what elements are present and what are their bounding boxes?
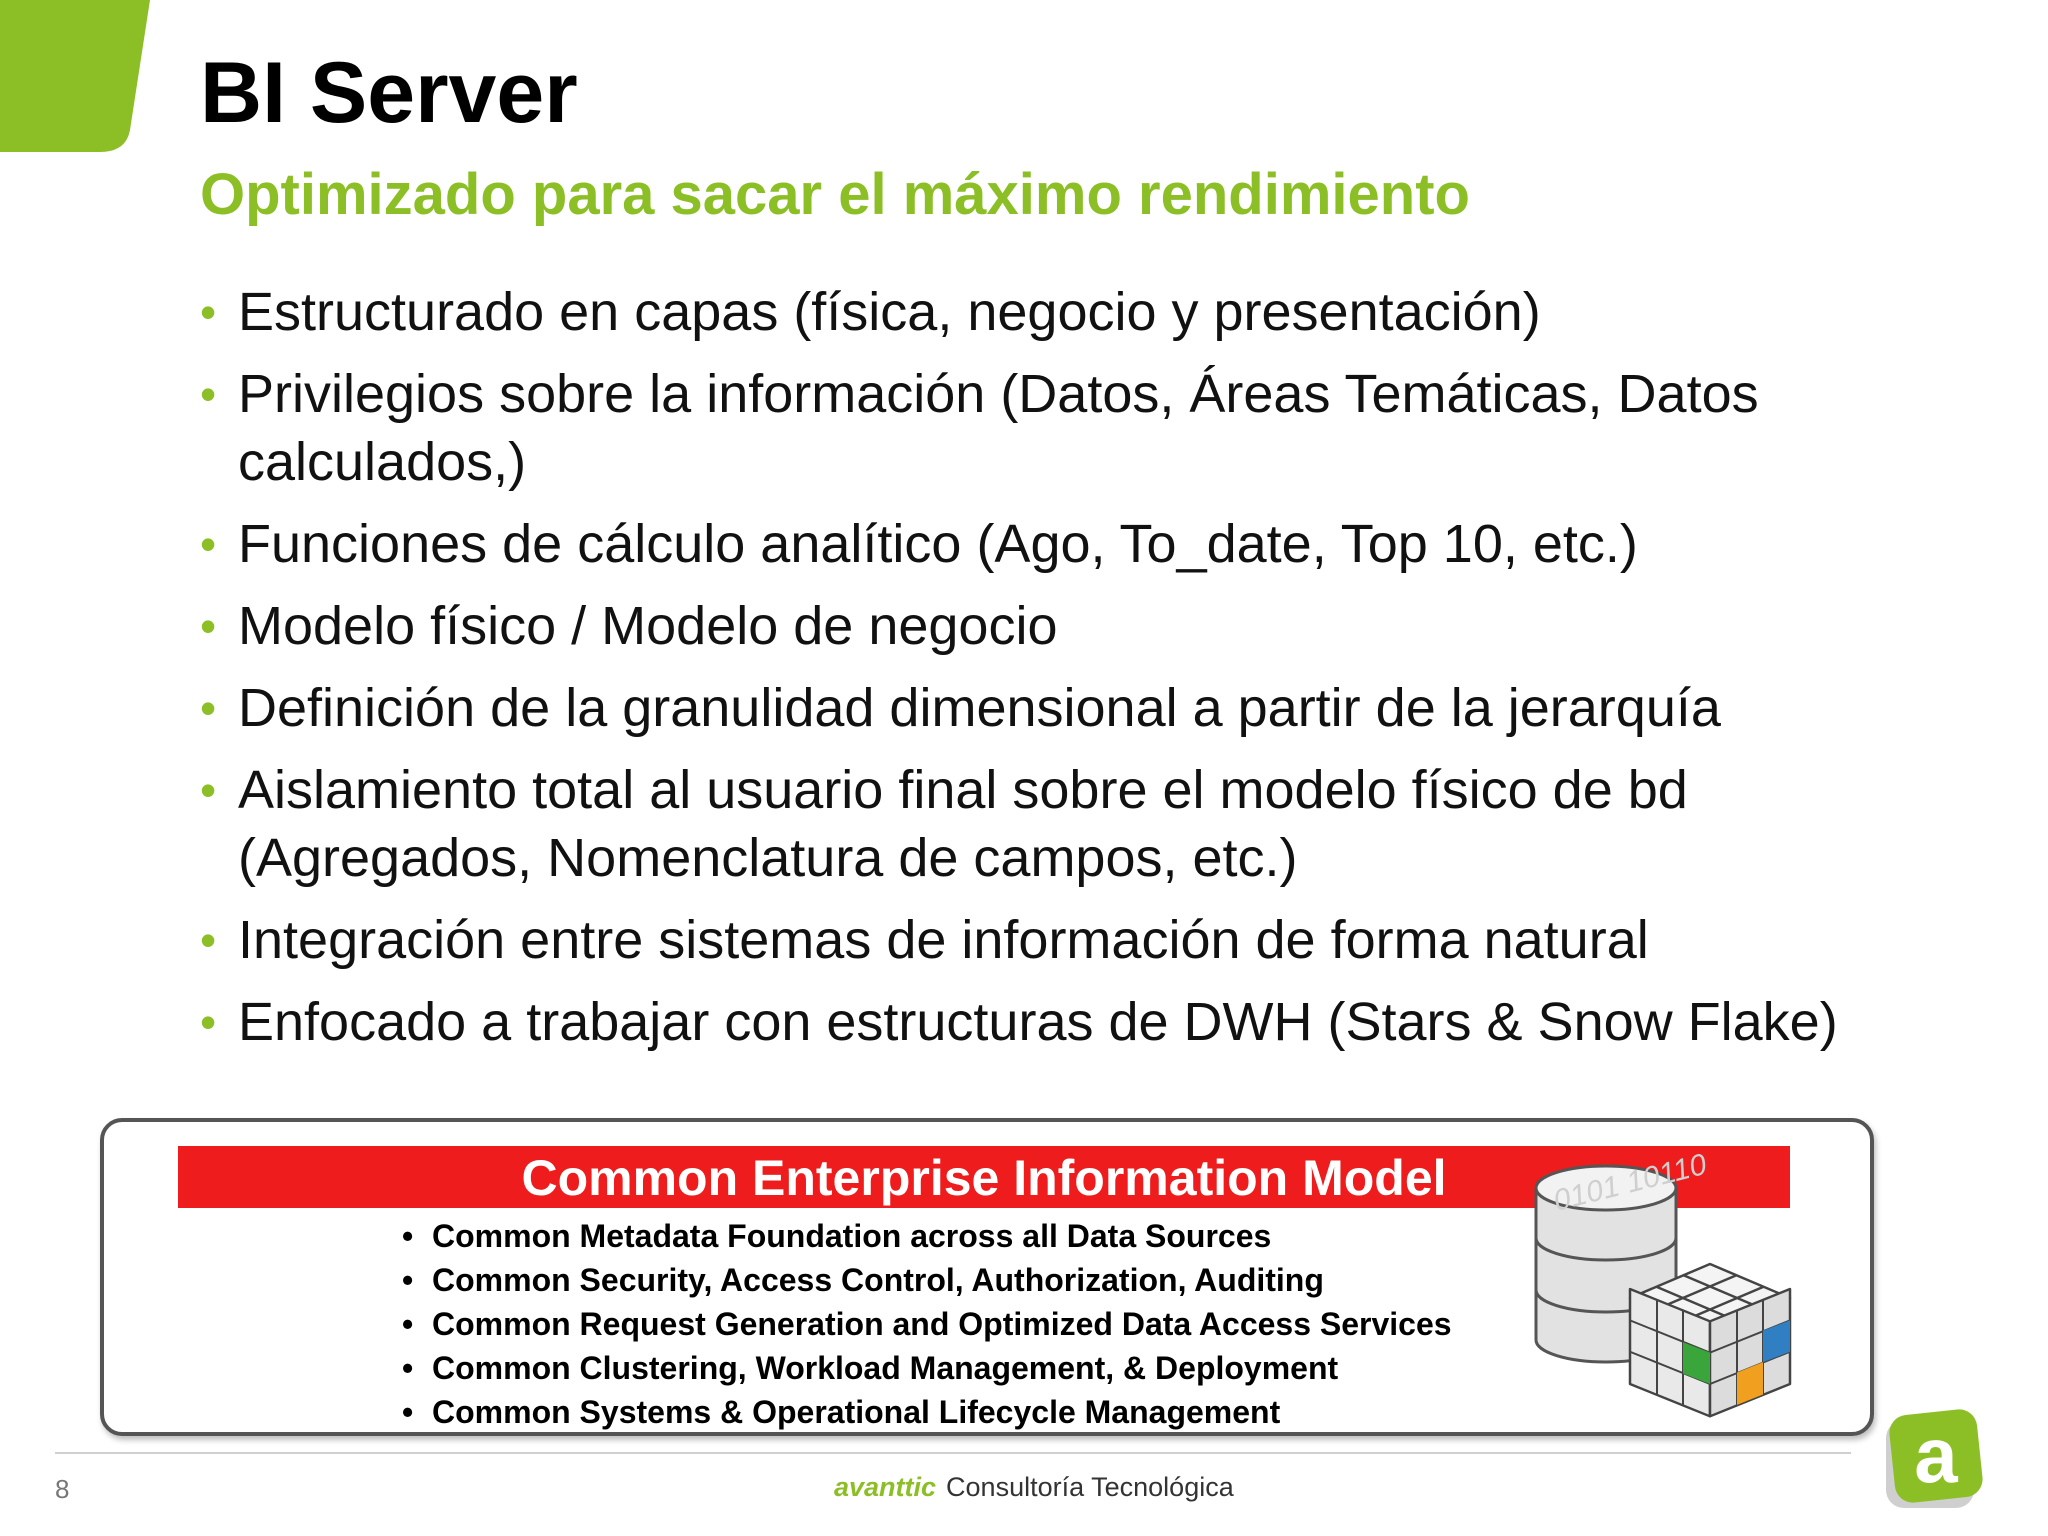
bullet-text: Aislamiento total al usuario final sobre el modelo físico de bd (Agregados, Nomenclatura de campos, etc.) <box>238 760 1688 888</box>
model-bullet-dot: • <box>402 1350 414 1386</box>
bullet-item <box>200 592 1960 660</box>
model-item-text: Common Request Generation and Optimized Data Access Services <box>432 1306 1452 1342</box>
slide-title: BI Server <box>200 45 578 141</box>
model-item-text: Common Systems & Operational Lifecycle Management <box>432 1394 1281 1430</box>
model-bullet-dot: • <box>402 1306 414 1342</box>
model-bullet-dot: • <box>402 1394 414 1430</box>
database-digits: 0101 10110 <box>1550 1147 1710 1218</box>
bullet-item <box>200 278 1960 346</box>
slide-subtitle: Optimizado para sacar el máximo rendimiento <box>200 162 1470 227</box>
footer-brand <box>834 1472 1234 1503</box>
bullet-item <box>200 756 1960 892</box>
bullet-dot: • <box>200 764 217 816</box>
model-list-item <box>402 1390 1452 1434</box>
brand-name: avanttic <box>834 1472 937 1502</box>
bullet-dot: • <box>200 600 217 652</box>
model-list-item <box>402 1258 1452 1302</box>
bullet-list <box>200 278 1960 1070</box>
model-item-text: Common Metadata Foundation across all Data Sources <box>432 1218 1272 1254</box>
model-item-text: Common Clustering, Workload Management, & Deployment <box>432 1350 1339 1386</box>
bullet-dot: • <box>200 996 217 1048</box>
bullet-text: Enfocado a trabajar con estructuras de DWH (Stars & Snow Flake) <box>238 992 1838 1052</box>
corner-tab-decoration <box>0 0 160 160</box>
bullet-item <box>200 360 1960 496</box>
bullet-text: Integración entre sistemas de información de forma natural <box>238 910 1649 970</box>
bullet-text: Privilegios sobre la información (Datos, Áreas Temáticas, Datos calculados,) <box>238 364 1759 492</box>
database-cube-icon <box>1520 1118 1820 1418</box>
page-number: 8 <box>55 1474 70 1504</box>
model-list-item <box>402 1346 1452 1390</box>
model-bullet-dot: • <box>402 1262 414 1298</box>
information-model-list <box>402 1214 1452 1434</box>
bullet-text: Funciones de cálculo analítico (Ago, To_date, Top 10, etc.) <box>238 514 1638 574</box>
bullet-dot: • <box>200 286 217 338</box>
bullet-dot: • <box>200 914 217 966</box>
bullet-text: Modelo físico / Modelo de negocio <box>238 596 1058 656</box>
bullet-dot: • <box>200 518 217 570</box>
avanttic-a-logo-icon <box>1880 1406 1990 1516</box>
bullet-dot: • <box>200 682 217 734</box>
bullet-text: Estructurado en capas (física, negocio y presentación) <box>238 282 1541 342</box>
bullet-item <box>200 988 1960 1056</box>
model-list-item <box>402 1214 1452 1258</box>
bullet-item <box>200 510 1960 578</box>
model-item-text: Common Security, Access Control, Authorization, Auditing <box>432 1262 1324 1298</box>
brand-tagline: Consultoría Tecnológica <box>946 1472 1234 1502</box>
information-model-header: Common Enterprise Information Model <box>178 1146 1790 1208</box>
model-bullet-dot: • <box>402 1218 414 1254</box>
bullet-text: Definición de la granulidad dimensional a partir de la jerarquía <box>238 678 1721 738</box>
footer-divider <box>55 1452 1851 1454</box>
model-list-item <box>402 1302 1452 1346</box>
logo-letter: a <box>1914 1411 1958 1499</box>
bullet-item <box>200 906 1960 974</box>
bullet-dot: • <box>200 368 217 420</box>
bullet-item <box>200 674 1960 742</box>
